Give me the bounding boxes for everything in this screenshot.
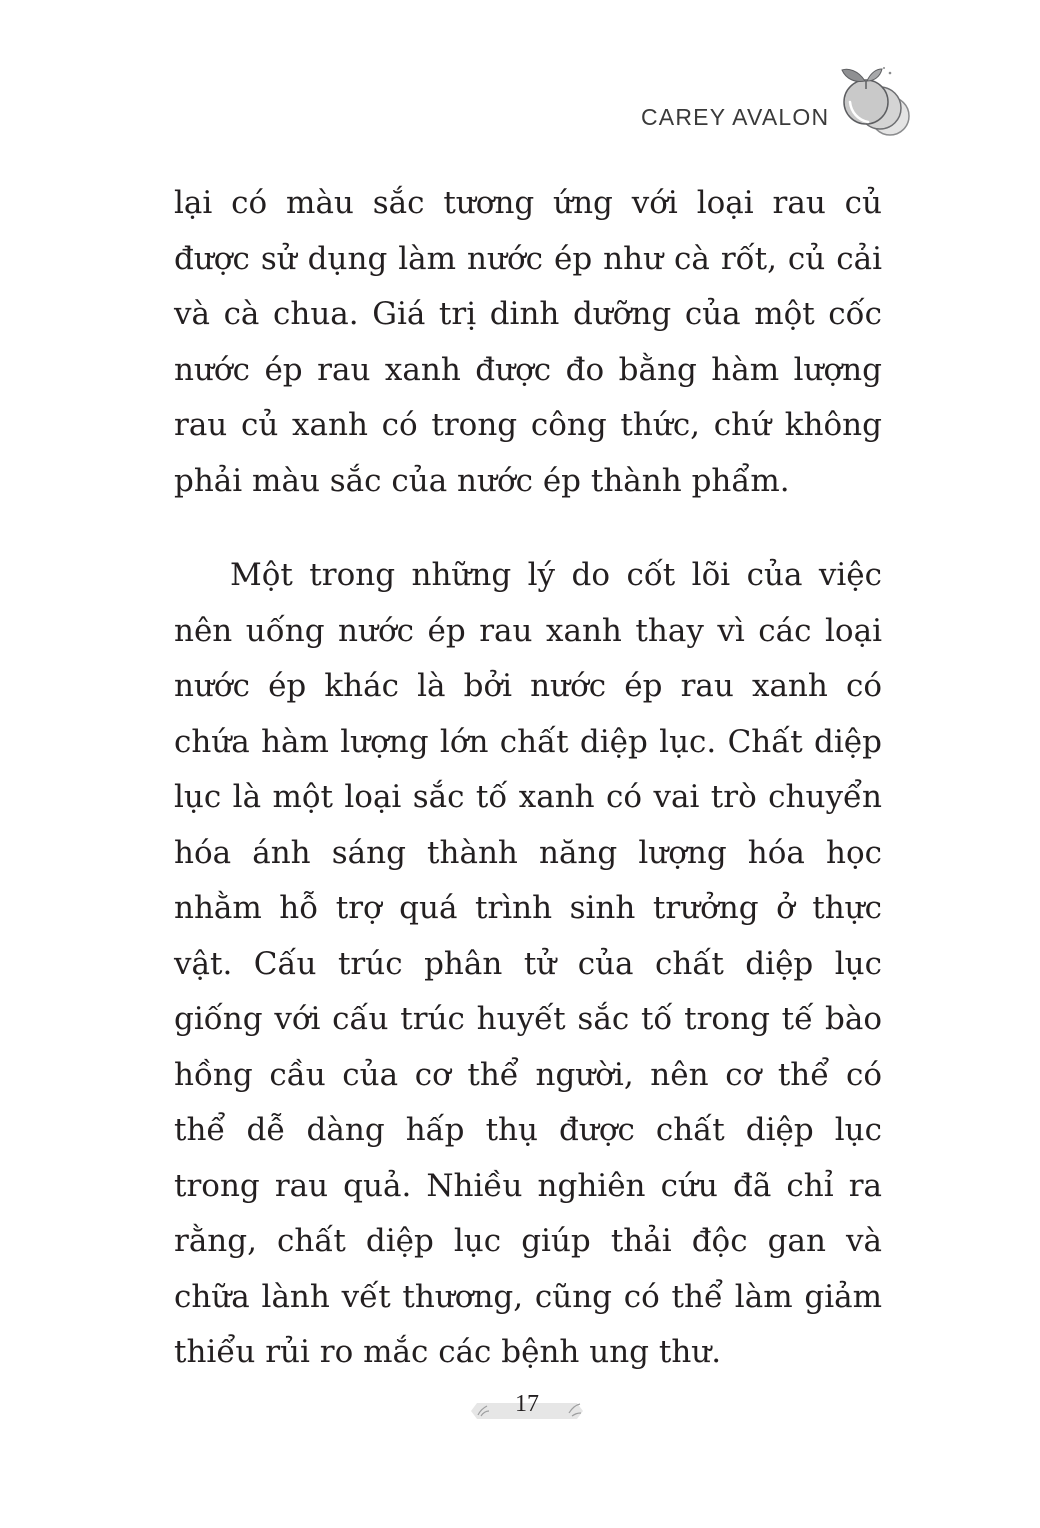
paragraph-2: Một trong những lý do cốt lõi của việc nên uống nước ép rau xanh thay vì các loại nước ép khác là bởi nước ép rau xanh có chứa hàm lượng lớn chất diệp lục. Chất diệp lục là một loại sắc tố xanh có vai trò chuyển hóa ánh sáng thành năng lượng hóa học nhằm hỗ trợ quá trình sinh trưởng ở thực vật. Cấu trúc phân tử của chất diệp lục giống với cấu trúc huyết sắc tố trong tế bào hồng cầu của cơ thể người, nên cơ thể có thể dễ dàng hấp thụ được chất diệp lục trong rau quả. Nhiều nghiên cứu đã chỉ ra rằng, chất diệp lục giúp thải độc gan và chữa lành vết thương, cũng có thể làm giảm thiểu rủi ro mắc các bệnh ung thư. — [174, 557, 882, 1370]
body-text — [174, 176, 882, 1381]
fruit-leaf-logo-icon — [838, 66, 914, 136]
running-header-title: CAREY AVALON — [641, 104, 830, 130]
page-number-folio — [465, 1388, 589, 1428]
page-number: 17 — [515, 1391, 539, 1417]
paragraph-1: lại có màu sắc tương ứng với loại rau củ được sử dụng làm nước ép như cà rốt, củ cải và cà chua. Giá trị dinh dưỡng của một cốc nước ép rau xanh được đo bằng hàm lượng rau củ xanh có trong công thức, chứ không phải màu sắc của nước ép thành phẩm. — [174, 185, 882, 499]
